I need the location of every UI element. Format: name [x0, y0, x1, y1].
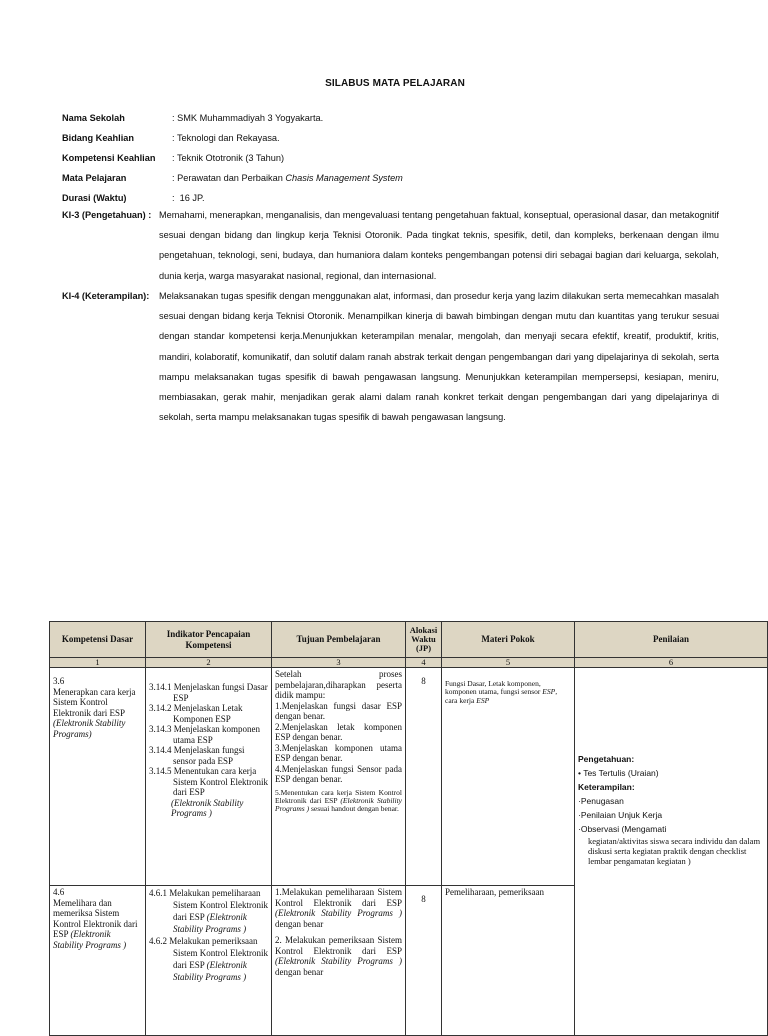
col-number: 3	[272, 658, 406, 668]
header-kd: Kompetensi Dasar	[50, 622, 146, 658]
meta-value: : Teknik Ototronik (3 Tahun)	[172, 153, 285, 163]
table-row	[50, 668, 768, 886]
header-indikator: Indikator Pencapaian Kompetensi	[146, 622, 272, 658]
tujuan-cell: 1.Melakukan pemeliharaan Sistem Kontrol Elektronik dari ESP (Elektronik Stability Programs ) dengan benar 2. Melakukan pemeriksaan Sistem Kontrol Elektronik dari ESP (Elektronik Stability Programs ) dengan benar	[272, 886, 406, 1036]
meta-label: Mata Pelajaran	[62, 173, 127, 183]
alokasi-cell: 8	[406, 886, 442, 1036]
table-header-row	[50, 622, 768, 658]
indikator-cell: 3.14.1 Menjelaskan fungsi Dasar ESP 3.14.2 Menjelaskan Letak Komponen ESP 3.14.3 Menjelaskan komponen utama ESP 3.14.4 Menjelaskan fungsi sensor pada ESP 3.14.5 Menentukan cara kerja Sistem Kontrol Elektronik dari ESP (Elektronik Stability Programs )	[146, 668, 272, 886]
tujuan-cell: Setelah proses pembelajaran,diharapkan peserta didik mampu: 1.Menjelaskan fungsi dasar ESP dengan benar. 2.Menjelaskan letak komponen ESP dengan benar. 3.Menjelaskan komponen utama ESP dengan benar. 4.Menjelaskan fungsi Sensor pada ESP dengan benar. 5.Menentukan cara kerja Sistem Kontrol Elektronik dari ESP (Elektronik Stability Programs ) sesuai handout dengan benar.	[272, 668, 406, 886]
meta-label: Nama Sekolah	[62, 113, 125, 123]
meta-value: : Perawatan dan Perbaikan Chasis Management System	[172, 173, 403, 183]
ki4-label: KI-4 (Keterampilan):	[62, 291, 150, 301]
meta-row-subject	[62, 168, 403, 188]
col-number: 1	[50, 658, 146, 668]
meta-label: Bidang Keahlian	[62, 133, 134, 143]
header-tujuan: Tujuan Pembelajaran	[272, 622, 406, 658]
col-number: 6	[575, 658, 768, 668]
header-alokasi: Alokasi Waktu (JP)	[406, 622, 442, 658]
col-number: 4	[406, 658, 442, 668]
kd-cell: 4.6 Memelihara dan memeriksa Sistem Kontrol Elektronik dari ESP (Elektronik Stability Programs )	[50, 886, 146, 1036]
meta-value: : SMK Muhammadiyah 3 Yogyakarta.	[172, 113, 324, 123]
kd-cell: 3.6 Menerapkan cara kerja Sistem Kontrol Elektronik dari ESP (Elektronik Stability Programs)	[50, 668, 146, 886]
meta-value: : 16 JP.	[172, 193, 205, 203]
meta-value: : Teknologi dan Rekayasa.	[172, 133, 280, 143]
header-materi: Materi Pokok	[442, 622, 575, 658]
ki4-text: Melaksanakan tugas spesifik dengan menggunakan alat, informasi, dan prosedur kerja yang lazim dilakukan serta memecahkan masalah sesuai dengan bidang kerja Teknisi Otoronik. Menampilkan kinerja di bawah bimbingan dengan mutu dan kuantitas yang terukur sesuai dengan standar kompetensi kerja.Menunjukkan keterampilan menalar, mengolah, dan menyaji secara efektif, kreatif, produktif, kritis, mandiri, kolaboratif, komunikatif, dan solutif dalam ranah abstrak terkait dengan pengembangan dari yang dipelajarinya di sekolah, serta mampu melaksanakan tugas spesifik di bawah pengawasan langsung. Menunjukkan keterampilan mempersepsi, kesiapan, meniru, membiasakan, gerak mahir, menjadikan gerak alami dalam ranah konkret terkait dengan pengembangan dari yang dipelajarinya di sekolah, serta mampu melaksanakan tugas spesifik di bawah pengawasan langsung.	[159, 291, 719, 423]
col-number: 5	[442, 658, 575, 668]
ki3-label: KI-3 (Pengetahuan) :	[62, 210, 152, 220]
document-title: SILABUS MATA PELAJARAN	[325, 78, 465, 89]
col-number: 2	[146, 658, 272, 668]
meta-row-competency	[62, 148, 403, 168]
header-penilaian: Penilaian	[575, 622, 768, 658]
meta-label: Kompetensi Keahlian	[62, 153, 156, 163]
materi-cell: Fungsi Dasar, Letak komponen, komponen utama, fungsi sensor ESP, cara kerja ESP	[442, 668, 575, 886]
meta-row-school	[62, 108, 403, 128]
school-info	[62, 108, 403, 208]
materi-cell: Pemeliharaan, pemeriksaan	[442, 886, 575, 1036]
ki3-text: Memahami, menerapkan, menganalisis, dan mengevaluasi tentang pengetahuan faktual, konseptual, operasional dasar, dan metakognitif sesuai dengan bidang dan lingkup kerja Teknisi Otoronik. Pada tingkat teknis, spesifik, detil, dan kompleks, berkenaan dengan ilmu pengetahuan, teknologi, seni, budaya, dan humaniora dalam konteks pengembangan potensi diri sebagai bagian dari keluarga, sekolah, dunia kerja, warga masyarakat nasional, regional, dan internasional.	[159, 210, 719, 281]
table-number-row	[50, 658, 768, 668]
penilaian-cell: Pengetahuan: • Tes Tertulis (Uraian) Keterampilan: ·Penugasan ·Penilaian Unjuk Kerja ·Observasi (Mengamati kegiatan/aktivitas siswa secara individu dan dalam diskusi serta kegiatan praktik dengan checklist lembar pengamatan kegiatan )	[575, 668, 768, 1036]
alokasi-cell: 8	[406, 668, 442, 886]
meta-label: Durasi (Waktu)	[62, 193, 127, 203]
meta-row-field	[62, 128, 403, 148]
indikator-cell: 4.6.1 Melakukan pemeliharaan Sistem Kontrol Elektronik dari ESP (Elektronik Stability Programs ) 4.6.2 Melakukan pemeriksaan Sistem Kontrol Elektronik dari ESP (Elektronik Stability Programs )	[146, 886, 272, 1036]
syllabus-table	[49, 621, 768, 1036]
